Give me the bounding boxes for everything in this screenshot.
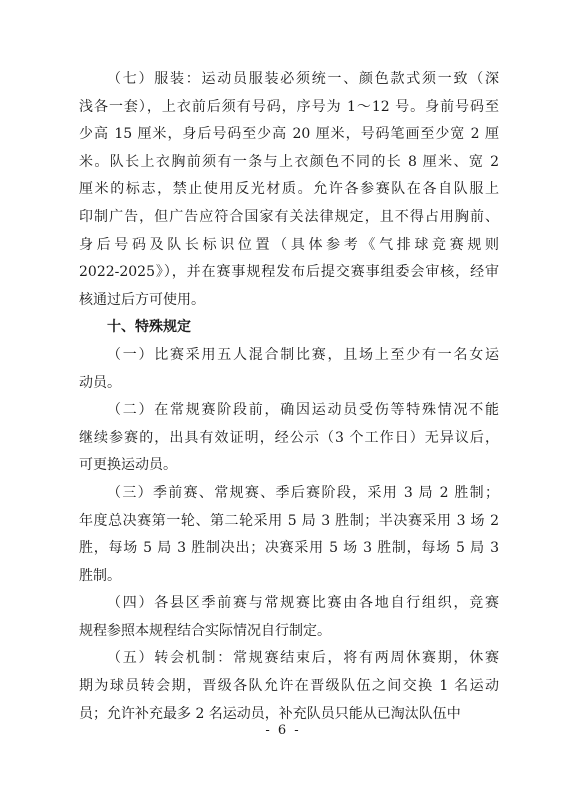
text-line: 胜制。 xyxy=(79,567,121,584)
text-line: 动员。 xyxy=(79,374,121,391)
text-line: 胜，每场 5 局 3 胜制决出；决赛采用 5 场 3 胜制，每场 5 局 3 xyxy=(79,540,499,557)
text-line: （七）服装：运动员服装必须统一、颜色款式须一致（深 xyxy=(107,71,499,87)
document-body xyxy=(79,66,499,728)
text-line: （四）各县区季前赛与常规赛比赛由各地自行组织，竞赛 xyxy=(107,595,499,612)
text-line: （一）比赛采用五人混合制比赛，且场上至少有一名女运 xyxy=(107,346,499,363)
text-line: 年度总决赛第一轮、第二轮采用 5 局 3 胜制；半决赛采用 3 场 2 xyxy=(79,512,499,529)
text-line: 规程参照本规程结合实际情况自行制定。 xyxy=(79,622,331,639)
text-line: （三）季前赛、常规赛、季后赛阶段，采用 3 局 2 胜制； xyxy=(107,484,499,501)
text-line: 少高 15 厘米，身后号码至少高 20 厘米，号码笔画至少宽 2 厘 xyxy=(79,126,499,143)
text-line: （五）转会机制：常规赛结束后，将有两周休赛期，休赛 xyxy=(107,650,499,667)
page-number: - 6 - xyxy=(265,723,301,738)
text-line: 员；允许补充最多 2 名运动员，补充队员只能从已淘汰队伍中 xyxy=(79,705,461,722)
section-heading: 十、特殊规定 xyxy=(107,319,191,336)
text-line: 2022-2025》），并在赛事规程发布后提交赛事组委会审核，经审 xyxy=(79,264,499,281)
text-line: 核通过后方可使用。 xyxy=(79,291,205,308)
text-line: （二）在常规赛阶段前，确因运动员受伤等特殊情况不能 xyxy=(107,402,499,419)
text-line: 身后号码及队长标识位置（具体参考《气排球竞赛规则 xyxy=(79,236,499,253)
text-line: 期为球员转会期，晋级各队允许在晋级队伍之间交换 1 名运动 xyxy=(79,678,499,695)
text-line: 厘米的标志，禁止使用反光材质。允许各参赛队在各自队服上 xyxy=(79,181,499,198)
text-line: 继续参赛的，出具有效证明，经公示（3 个工作日）无异议后， xyxy=(79,429,499,446)
text-line: 印制广告，但广告应符合国家有关法律规定，且不得占用胸前、 xyxy=(79,208,499,225)
text-line: 可更换运动员。 xyxy=(79,457,177,474)
text-line: 浅各一套），上衣前后须有号码，序号为 1～12 号。身前号码至 xyxy=(79,98,499,115)
text-line: 米。队长上衣胸前须有一条与上衣颜色不同的长 8 厘米、宽 2 xyxy=(79,153,499,170)
